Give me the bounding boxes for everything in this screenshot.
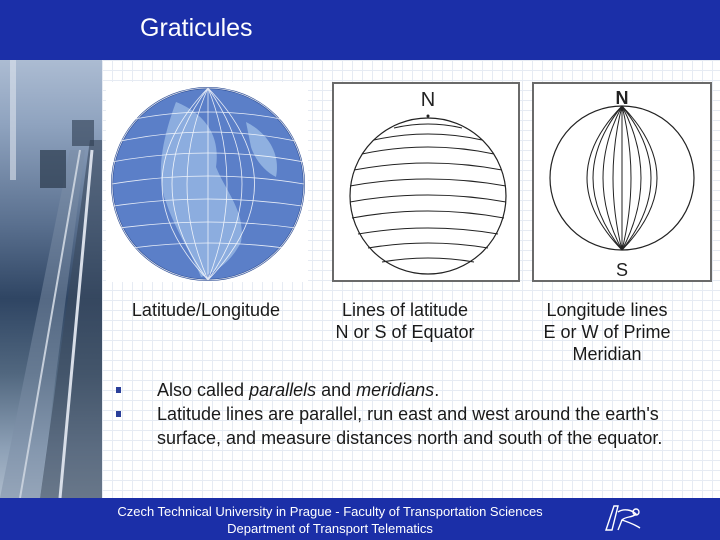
globe-graticule-image	[106, 82, 308, 282]
slide-title: Graticules	[140, 14, 253, 42]
north-label: N	[615, 88, 629, 108]
bullet-marker	[116, 387, 121, 393]
caption-longitude: Longitude lines E or W of Prime Meridian	[543, 300, 671, 364]
footer-text	[100, 503, 560, 537]
longitude-figure	[532, 82, 712, 282]
south-label: S	[615, 260, 629, 280]
globe-figure	[106, 82, 308, 282]
decorative-highway-photo	[0, 0, 102, 498]
longitude-lines-diagram	[534, 84, 710, 280]
bullet-marker	[116, 411, 121, 417]
bullet-list	[112, 378, 692, 450]
latitude-figure	[332, 82, 520, 282]
caption-lat-long: Latitude/Longitude	[131, 300, 281, 320]
title-bar	[0, 0, 720, 60]
university-logo-icon	[600, 502, 646, 534]
bullet-item: Also called parallels and meridians.	[112, 378, 692, 402]
bullet-item: Latitude lines are parallel, run east and west around the earth's surface, and measure distances north and south of the equator.	[112, 402, 692, 450]
italic-term: parallels	[249, 380, 317, 400]
italic-term: meridians	[356, 380, 435, 400]
north-label: N	[420, 89, 436, 111]
latitude-lines-diagram	[334, 84, 518, 280]
footer-line-2: Department of Transport Telematics	[227, 521, 433, 536]
caption-latitude: Lines of latitude N or S of Equator	[335, 300, 475, 342]
footer-line-1: Czech Technical University in Prague - Faculty of Transportation Sciences	[117, 504, 543, 519]
